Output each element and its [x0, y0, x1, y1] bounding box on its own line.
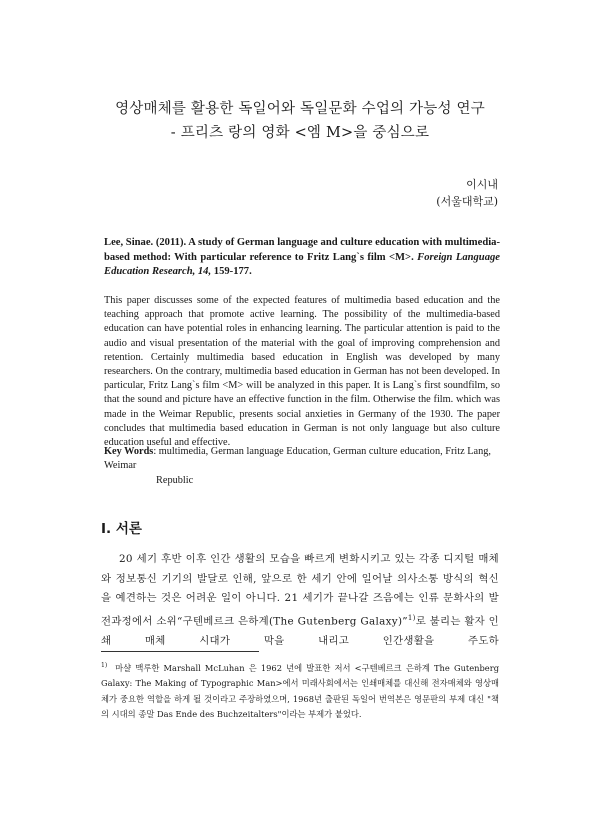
body-text-after-note: 로 불리는 활자 인쇄 매체 시대가 막을 내리고 인간생활을 주도하 — [101, 615, 499, 647]
keywords-list-continued: Republic — [156, 474, 194, 486]
citation-journal: Foreign Language Education Research, 14, — [104, 251, 500, 277]
citation-pages: 159-177. — [211, 266, 252, 277]
title-line-1: 영상매체를 활용한 독일어와 독일문화 수업의 가능성 연구 — [115, 101, 485, 117]
footnote-text: 마샬 맥루한 Marshall McLuhan 은 1962 년에 발표한 저서 <구텐베르크 은하계 The Gutenberg Galaxy: The Making of Typographic Man>에서 미래사회에서는 인쇄매체를 대신해 전자매체와 영상매체가 중요한 역할을 하게 될 것이라고 주장하였으며, 1968년 출판된 독일어 번역본은 영문판의 부제 대신 "책의 시대의 종말 Das Ende des Buchzeitalters"이라는 부제가 붙었다. — [101, 662, 499, 719]
citation-authors: Lee, Sinae. (2011). — [104, 237, 187, 248]
keywords-label: Key Words — [104, 446, 154, 457]
body-paragraph — [101, 550, 499, 651]
section-heading: I. 서론 — [101, 521, 142, 537]
author-affiliation: (서울대학교) — [436, 195, 498, 208]
citation — [104, 236, 500, 280]
citation-article: A study of German language and culture education with multimedia-based method: With particular reference to Fritz Lang`s film <M>. — [104, 237, 500, 263]
abstract: This paper discusses some of the expected features of multimedia based education and the teaching approach that promote active learning. The possibility of the multimedia-based education can have potential roles in enhancing learning. The particular attention is paid to the audio and visual presentation of the material with the goal of improving comprehension and retention. Certainly multimedia based education in English was developed by many researchers. On the contrary, multimedia based education in German has not been developed. In particular, Fritz Lang`s film <M> will be analyzed in this paper. It is Lang`s first soundfilm, so that the sound and picture have an effective function in the film. Otherwise the film. which was made in the Weimar Republic, presents social anxieties in Germany of the 1930. The paper concludes that multimedia based education in German is not only language but also culture education useful and effective. — [104, 295, 500, 449]
body-text-before-note: 20 세기 후반 이후 인간 생활의 모습을 빠르게 변화시키고 있는 각종 디지털 매체와 정보통신 기기의 발달로 인해, 앞으로 한 세기 안에 일어날 의사소통 방식의 혁신을 예견하는 것은 어려운 일이 아니다. 21 세기가 끝나갈 즈음에는 인류 문화사의 발전과정에서 소위“구텐베르크 은하계(The Gutenberg Galaxy)” — [101, 553, 499, 628]
author-name: 이시내 — [466, 178, 498, 191]
title-line-2: - 프리츠 랑의 영화 <엠 M>을 중심으로 — [170, 125, 430, 141]
footnote-divider — [101, 651, 259, 652]
keywords-list: : multimedia, German language Education, German culture education, Fritz Lang, Weimar — [104, 446, 491, 472]
footnote-mark: 1) — [101, 662, 108, 669]
footnote — [101, 658, 499, 722]
keywords — [104, 445, 500, 488]
footnote-reference[interactable]: 1) — [407, 613, 416, 622]
